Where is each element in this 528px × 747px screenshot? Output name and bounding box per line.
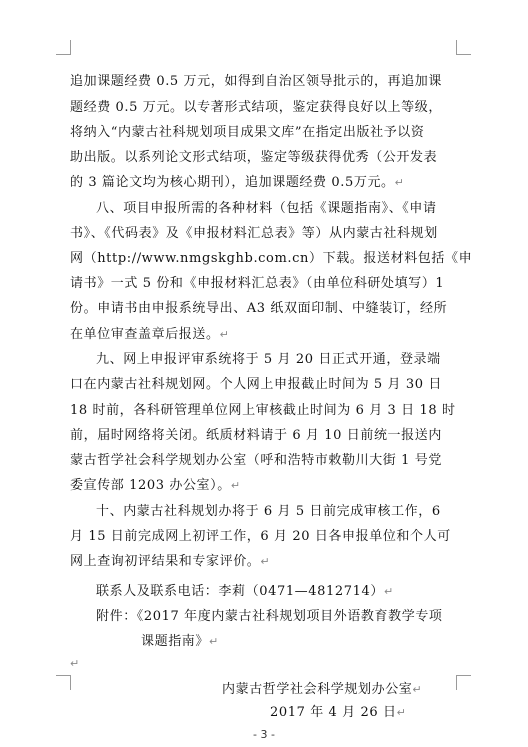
attachment-line: 附件：《2017 年度内蒙古社科规划项目外语教育教学专项 (96, 609, 443, 624)
paragraph-mark-icon: ↵ (394, 176, 405, 189)
paragraph-mark-icon: ↵ (230, 479, 241, 492)
body-line: 网（http://www.nmgskghb.com.cn）下载。报送材料包括《申 (70, 251, 473, 266)
body-line: 题经费 0.5 万元。以专著形式结项，鉴定获得良好以上等级， (70, 100, 442, 115)
crop-mark-bottom-right (456, 675, 471, 690)
body-line: 将纳入“内蒙古社科规划项目成果文库”在指定出版社予以资 (70, 125, 425, 140)
signature-date: 2017 年 4 月 26 日↵ (270, 705, 407, 720)
paragraph-10-line: 十、内蒙古社科规划办将于 6 月 5 日前完成审核工作，6 (96, 504, 441, 519)
body-line: 在单位审查盖章后报送。↵ (70, 327, 230, 342)
paragraph-mark-icon: ↵ (209, 635, 219, 648)
body-line: 助出版。以系列论文形式结项，鉴定等级获得优秀（公开发表 (70, 150, 438, 165)
body-line: 的 3 篇论文均为核心期刊），追加课题经费 0.5万元。↵ (70, 175, 405, 190)
body-line: 委宣传部 1203 办公室）。↵ (70, 478, 241, 493)
paragraph-mark-icon: ↵ (383, 585, 394, 598)
paragraph-mark-icon: ↵ (219, 328, 230, 341)
crop-mark-bottom-left (56, 675, 71, 690)
signature-org: 内蒙古哲学社会科学规划办公室↵ (222, 682, 423, 697)
paragraph-9-line: 九、网上申报评审系统将于 5 月 20 日正式开通，登录端 (96, 352, 441, 367)
paragraph-mark-icon: ↵ (70, 657, 80, 670)
empty-paragraph (70, 656, 80, 672)
paragraph-mark-icon: ↵ (396, 706, 407, 719)
body-line: 前，届时网络将关闭。纸质材料请于 6 月 10 日前统一报送内 (70, 428, 442, 443)
paragraph-8-line: 八、项目申报所需的各种材料（包括《课题指南》、《申请 (96, 201, 437, 216)
body-line: 份。申请书由申报系统导出、A3 纸双面印制、中缝装订，经所 (70, 301, 448, 316)
paragraph-mark-icon: ↵ (260, 555, 271, 568)
crop-mark-top-left (56, 40, 71, 55)
page-number: - 3 - (253, 728, 275, 741)
body-line: 请书》一式 5 份和《申报材料汇总表》（由单位科研处填写）1 (70, 276, 445, 291)
contact-line: 联系人及联系电话：李莉（0471—4812714）↵ (96, 584, 394, 599)
body-line: 18 时前，各科研管理单位网上审核截止时间为 6 月 3 日 18 时 (70, 403, 456, 418)
body-line: 月 15 日前完成网上初评工作，6 月 20 日各申报单位和个人可 (70, 529, 451, 544)
body-line: 蒙古哲学社会科学规划办公室（呼和浩特市敕勒川大街 1 号党 (70, 453, 442, 468)
paragraph-mark-icon: ↵ (412, 683, 423, 696)
crop-mark-top-right (456, 40, 471, 55)
attachment-line-cont: 课题指南》↵ (141, 634, 219, 649)
body-line: 追加课题经费 0.5 万元，如得到自治区领导批示的，再追加课 (70, 74, 442, 89)
body-line: 网上查询初评结果和专家评价。↵ (70, 554, 271, 569)
body-line: 口在内蒙古社科规划网。个人网上申报截止时间为 5 月 30 日 (70, 377, 442, 392)
body-line: 书》、《代码表》及《申报材料汇总表》等）从内蒙古社科规划 (70, 226, 438, 241)
